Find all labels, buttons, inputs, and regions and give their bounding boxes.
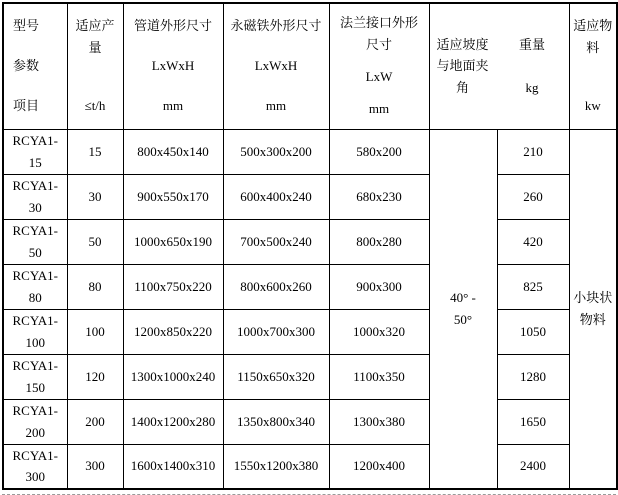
weight-cell: 1650 — [497, 399, 569, 444]
table-row — [3, 219, 617, 264]
header-magnet-title: 永磁铁外形尺寸 — [230, 18, 322, 34]
weight-cell: 2400 — [497, 444, 569, 489]
pipe-size-cell: 900x550x170 — [123, 174, 223, 219]
header-row — [3, 3, 617, 129]
flange-size-cell: 1200x400 — [329, 444, 429, 489]
header-magnet-unit: mm — [265, 98, 287, 114]
magnet-size-cell: 500x300x200 — [223, 129, 329, 174]
magnet-size-cell: 1000x700x300 — [223, 309, 329, 354]
pipe-size-cell: 1100x750x220 — [123, 264, 223, 309]
magnet-size-cell: 1350x800x340 — [223, 399, 329, 444]
magnet-size-cell: 1550x1200x380 — [223, 444, 329, 489]
header-pipe-size — [123, 3, 223, 129]
header-capacity-title: 适应产量 — [75, 18, 115, 56]
model-cell: RCYA1-200 — [3, 399, 67, 444]
capacity-cell: 200 — [67, 399, 123, 444]
material-merged-cell: 小块状物料 — [569, 129, 617, 489]
table-row — [3, 129, 617, 174]
model-cell: RCYA1-100 — [3, 309, 67, 354]
magnet-size-cell: 800x600x260 — [223, 264, 329, 309]
header-model-line2: 参数 — [13, 58, 40, 74]
pipe-size-cell: 1300x1000x240 — [123, 354, 223, 399]
header-material — [569, 3, 617, 129]
capacity-cell: 15 — [67, 129, 123, 174]
header-slope-and-weight — [429, 3, 569, 129]
header-capacity-unit: ≤t/h — [84, 98, 106, 114]
slope-merged-cell: 40° - 50° — [429, 129, 497, 489]
spec-table — [2, 2, 618, 490]
flange-size-cell: 580x200 — [329, 129, 429, 174]
header-flange-size — [329, 3, 429, 129]
flange-size-cell: 900x300 — [329, 264, 429, 309]
magnet-size-cell: 600x400x240 — [223, 174, 329, 219]
table-row — [3, 444, 617, 489]
header-model-line3: 项目 — [13, 98, 40, 114]
table-row — [3, 399, 617, 444]
pipe-size-cell: 1400x1200x280 — [123, 399, 223, 444]
capacity-cell: 120 — [67, 354, 123, 399]
capacity-cell: 80 — [67, 264, 123, 309]
header-pipe-title: 管道外形尺寸 — [133, 18, 212, 34]
header-flange-dims: LxW — [365, 69, 393, 85]
header-material-title: 适应物料 — [573, 18, 613, 56]
table-row — [3, 354, 617, 399]
flange-size-cell: 1000x320 — [329, 309, 429, 354]
flange-size-cell: 800x280 — [329, 219, 429, 264]
magnet-size-cell: 1150x650x320 — [223, 354, 329, 399]
header-model-param — [3, 3, 67, 129]
table-row — [3, 309, 617, 354]
flange-size-cell: 1100x350 — [329, 354, 429, 399]
header-flange-title: 法兰接口外形尺寸 — [339, 15, 418, 53]
header-pipe-dims: LxWxH — [151, 58, 195, 74]
pipe-size-cell: 1000x650x190 — [123, 219, 223, 264]
header-pipe-unit: mm — [162, 98, 184, 114]
flange-size-cell: 1300x380 — [329, 399, 429, 444]
header-capacity — [67, 3, 123, 129]
header-magnet-dims: LxWxH — [254, 58, 298, 74]
weight-cell: 420 — [497, 219, 569, 264]
model-cell: RCYA1-15 — [3, 129, 67, 174]
header-magnet-size — [223, 3, 329, 129]
pipe-size-cell: 800x450x140 — [123, 129, 223, 174]
header-slope-title: 适应坡度与地面夹角 — [436, 36, 489, 96]
capacity-cell: 50 — [67, 219, 123, 264]
weight-cell: 825 — [497, 264, 569, 309]
model-cell: RCYA1-300 — [3, 444, 67, 489]
table-row — [3, 174, 617, 219]
table-row — [3, 264, 617, 309]
pipe-size-cell: 1600x1400x310 — [123, 444, 223, 489]
header-flange-unit: mm — [368, 101, 390, 117]
flange-size-cell: 680x230 — [329, 174, 429, 219]
model-cell: RCYA1-30 — [3, 174, 67, 219]
header-weight-unit: kg — [525, 79, 539, 95]
pipe-size-cell: 1200x850x220 — [123, 309, 223, 354]
header-model-line1: 型号 — [13, 18, 40, 34]
weight-cell: 210 — [497, 129, 569, 174]
model-cell: RCYA1-150 — [3, 354, 67, 399]
capacity-cell: 300 — [67, 444, 123, 489]
weight-cell: 1050 — [497, 309, 569, 354]
model-cell: RCYA1-80 — [3, 264, 67, 309]
magnet-size-cell: 700x500x240 — [223, 219, 329, 264]
model-cell: RCYA1-50 — [3, 219, 67, 264]
weight-cell: 260 — [497, 174, 569, 219]
capacity-cell: 30 — [67, 174, 123, 219]
header-weight-title: 重量 — [519, 36, 546, 52]
weight-cell: 1280 — [497, 354, 569, 399]
header-material-unit: kw — [584, 98, 601, 114]
capacity-cell: 100 — [67, 309, 123, 354]
